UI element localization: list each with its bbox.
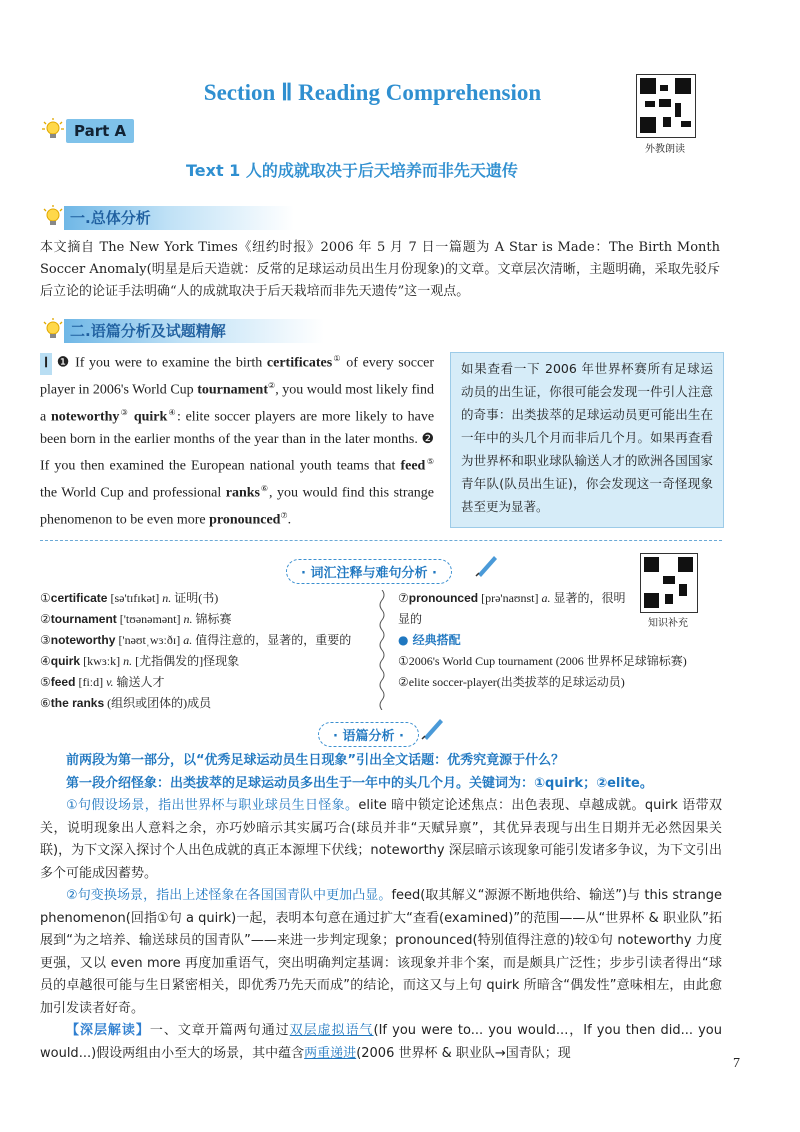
analysis-sentence-1: ①句假设场景，指出世界杯与职业球员生日怪象。elite 暗中锁定论述焦点：出色表现、卓越成就。quirk 语带双关，说明现象出人意料之余，亦巧妙暗示其实属巧合(球员并非“天赋异禀”，其优异表现与出生日期并无必然因果关联)，为下文深入探讨个人出色成就的真正本源埋下伏线；noteworthy 深层暗示该现象可能引发诸多争议，为下文引出多个可能成因蓄势。 [40, 798, 722, 881]
qr-code-knowledge[interactable] [640, 553, 698, 613]
vocab-quirk: quirk [133, 409, 168, 425]
vocab-item: ③noteworthy ['nəʊtˌwɜːðɪ] a. 值得注意的，显著的，重要的 [40, 633, 352, 647]
discourse-analysis [40, 750, 722, 1065]
vocab-pronounced: pronounced [209, 512, 281, 528]
analysis-sentence-2: ②句变换场景，指出上述怪象在各国国青队中更加凸显。feed(取其解义“源源不断地供给、输送”)与 this strange phenomenon(回指①句 a quirk)一起，表明本句意在通过扩大“查看(examined)”的范围——从“世界杯 & 职业队”拓展到“为之培养、输送球员的国青队”——来进一步判定现象；pronounced(特别值得注意的)较①句 noteworthy 力度更强，又以 even more 再度加重语气，突出明确判定基调：该现象并非个案，而是颇具广泛性；步步引读者得出“球员的卓越很可能与生日紧密相关，即优秀乃先天而成”的结论，而这又与上句 quirk 所暗含“偶发性”意味相左，由此愈加引发读者好奇。 [40, 888, 722, 1016]
section-title: Section Ⅱ Reading Comprehension [203, 80, 542, 105]
vocab-ranks: ranks [225, 485, 260, 501]
divider [40, 540, 722, 541]
translation-box [450, 352, 724, 528]
analysis-line-2: 第一段介绍怪象：出类拔萃的足球运动员多出生于一年中的头几个月。关键词为：①quirk；②elite。 [66, 775, 653, 791]
overall-analysis-body: 本文摘自 The New York Times《纽约时报》2006 年 5 月 7 日一篇题为 A Star is Made：The Birth Month Soccer Anomaly(明星是后天造就：反常的足球运动员出生月份现象)的文章。文章层次清晰，主题明确，采取先驳斥后立论的论证手法明确“人的成就取决于后天栽培而非先天遗传”这一观点。 [40, 240, 720, 299]
sentence-1-marker: ❶ [56, 355, 71, 371]
lightbulb-icon [42, 205, 64, 229]
vocab-list-right [398, 588, 628, 630]
translation-text: 如果查看一下 2006 年世界杯赛所有足球运动员的出生证，你很可能会发现一件引人注意的奇事：出类拔萃的足球运动员更可能出生在一年中的头几个月而非后几个月。如果再查看为世界杯和职业球队输送人才的欧洲各国国家青年队(队员出生证)，你会发现这一奇怪现象甚至更为显著。 [461, 361, 713, 514]
discourse-analysis-heading: 二.语篇分析及试题精解 [64, 319, 324, 343]
pen-icon [420, 715, 446, 741]
vocab-feed: feed [400, 458, 426, 474]
deep-reading: 【深层解读】一、文章开篇两句通过双层虚拟语气(If you were to... you would...，If you then did... you would...)假设两组由小至大的场景，其中蕴含两重递进(2006 世界杯 & 职业队→国青队；现 [40, 1023, 722, 1061]
qr-label-reading: 外教朗读 [645, 144, 685, 155]
vocab-item: ①certificate [sə'tɪfɪkət] n. 证明(书) [40, 591, 219, 605]
collocation-item: ②elite soccer-player(出类拔萃的足球运动员) [398, 675, 625, 689]
lightbulb-icon [42, 318, 64, 342]
vocab-tournament: tournament [197, 382, 268, 398]
vocab-certificates: certificates [266, 355, 333, 371]
vocab-item: ⑥the ranks (组织或团体的)成员 [40, 696, 212, 710]
overall-analysis-heading: 一.总体分析 [64, 206, 294, 230]
column-separator [378, 590, 386, 710]
qr-label-knowledge: 知识补充 [648, 618, 688, 629]
english-passage: Ⅰ ❶ If you were to examine the birth certificates① of every soccer player in 2006's World Cup tournament②, you would most likely find a noteworthy③ quirk④: elite soccer players are more likely to have been born in the earlier months of the year than in the later months. ❷ If you then examined the European national youth teams that feed⑤ the World Cup and professional ranks⑥, you would find this strange phenomenon to be even more pronounced⑦. [40, 354, 435, 528]
vocab-noteworthy: noteworthy [50, 409, 120, 425]
collocation-block [398, 630, 728, 693]
sentence-2-marker: ❷ [421, 431, 434, 447]
vocab-item: ⑤feed [fiːd] v. 输送人才 [40, 675, 165, 689]
discourse-section-label: · 语篇分析 · [318, 722, 419, 747]
lightbulb-icon [42, 118, 64, 142]
vocab-list-left [40, 588, 370, 714]
pen-icon [474, 552, 500, 578]
analysis-line-1: 前两段为第一部分，以“优秀足球运动员生日现象”引出全文话题：优秀究竟源于什么？ [66, 753, 565, 768]
collocation-item: ①2006's World Cup tournament (2006 世界杯足球锦标赛) [398, 654, 687, 668]
text-title: Text 1 人的成就取决于后天培养而非先天遗传 [186, 161, 518, 180]
qr-code-reading[interactable] [636, 74, 696, 138]
vocab-item: ④quirk [kwɜːk] n. [尤指偶发的]怪现象 [40, 654, 240, 668]
vocab-item: ②tournament ['tʊənəmənt] n. 锦标赛 [40, 612, 232, 626]
paragraph-marker: Ⅰ [40, 353, 52, 375]
collocation-heading: ● 经典搭配 [398, 633, 461, 647]
part-a-label: Part A [66, 119, 134, 143]
page-number: 7 [733, 1056, 740, 1071]
vocab-section-label: · 词汇注释与难句分析 · [286, 559, 452, 584]
vocab-item: ⑦pronounced [prə'naʊnst] a. 显著的，很明显的 [398, 591, 626, 626]
